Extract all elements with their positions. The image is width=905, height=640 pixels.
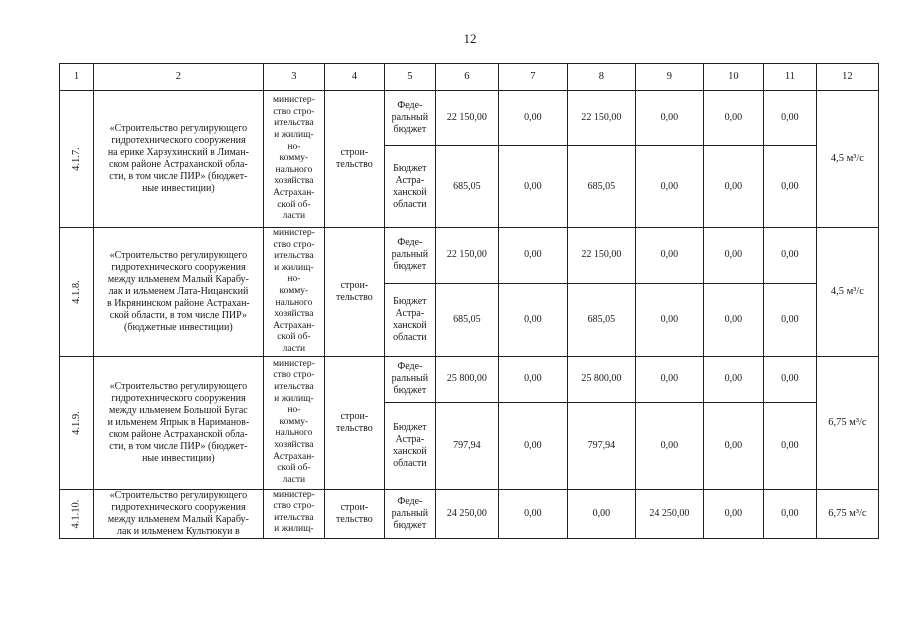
funding-source-line: ральный	[391, 507, 429, 519]
work-type	[324, 228, 384, 357]
project-name-line: лак и ильменем Лата-Ницанский	[108, 285, 249, 297]
row-number-text: 4.1.8.	[70, 279, 82, 304]
value-col7: 0,00	[498, 356, 567, 402]
responsible-org-line: и жилищ-	[274, 393, 314, 404]
value-col8: 685,05	[567, 146, 635, 228]
value-col7: 0,00	[498, 228, 567, 284]
project-name-line: «Строительство регулирующего	[109, 380, 248, 392]
funding-source-line: ральный	[391, 373, 429, 385]
value-col6: 25 800,00	[435, 356, 498, 402]
responsible-org-line: ительства	[274, 118, 314, 129]
responsible-org-line: нального	[275, 164, 313, 175]
value-col9: 0,00	[635, 146, 703, 228]
value-col10: 0,00	[703, 489, 763, 538]
funding-source-line: бюджет	[393, 385, 427, 397]
work-type	[324, 356, 384, 489]
value-col8: 25 800,00	[567, 356, 635, 402]
col-header: 6	[435, 64, 498, 91]
funding-source-line: ральный	[391, 249, 429, 261]
funding-source-line: области	[393, 457, 427, 469]
row-number-text: 4.1.7.	[70, 147, 82, 171]
responsible-org-line: ство стро-	[273, 501, 315, 512]
col-header: 12	[816, 64, 878, 91]
project-name	[93, 356, 263, 489]
table-body	[60, 64, 879, 539]
funding-source-line: Астра-	[395, 307, 425, 319]
funding-source	[384, 356, 435, 402]
responsible-org-line: ительства	[274, 512, 314, 523]
col-header: 8	[567, 64, 635, 91]
responsible-org-line: ласти	[282, 211, 306, 222]
funding-source-line: ральный	[391, 112, 429, 123]
project-name-line: гидротехнического сооружения	[111, 392, 246, 404]
project-name-line: и ильменем Япрык в Нариманов-	[107, 416, 250, 428]
value-col11: 0,00	[763, 91, 816, 146]
table-row	[60, 356, 879, 402]
col-header: 11	[763, 64, 816, 91]
funding-source-line: Бюджет	[393, 421, 427, 433]
work-type	[324, 91, 384, 228]
value-col7: 0,00	[498, 402, 567, 489]
col-header: 4	[324, 64, 384, 91]
funding-source	[384, 228, 435, 284]
value-col10: 0,00	[703, 146, 763, 228]
col-header: 9	[635, 64, 703, 91]
funding-source-line: области	[393, 198, 427, 210]
page-number: 12	[463, 31, 477, 46]
capacity: 6,75 м³/с	[816, 489, 878, 538]
col-header: 5	[384, 64, 435, 91]
responsible-org-line: хозяйства	[274, 439, 314, 450]
responsible-org-line: ской об-	[277, 199, 311, 210]
row-number	[60, 91, 94, 228]
value-col10: 0,00	[703, 228, 763, 284]
value-col11: 0,00	[763, 402, 816, 489]
responsible-org-line: ской об-	[277, 463, 311, 474]
value-col10: 0,00	[703, 402, 763, 489]
project-name-line: ской области, в том числе ПИР»	[109, 309, 247, 321]
project-name-line: «Строительство регулирующего	[109, 489, 248, 501]
funding-source-line: ханской	[392, 445, 427, 457]
value-col7: 0,00	[498, 283, 567, 356]
responsible-org-line: комму-	[279, 416, 309, 427]
project-name-line: гидротехнического сооружения	[111, 501, 246, 513]
project-name-line: (бюджетные инвестиции)	[124, 321, 233, 333]
responsible-org-line: и жилищ-	[274, 262, 314, 273]
work-type	[324, 489, 384, 538]
responsible-org	[263, 489, 324, 538]
project-name-line: ском районе Астраханской обла-	[109, 159, 248, 170]
col-header: 2	[93, 64, 263, 91]
responsible-org-line: но-	[287, 274, 301, 285]
funding-source	[384, 283, 435, 356]
funding-source-line: Бюджет	[393, 162, 427, 174]
row-number	[60, 228, 94, 357]
value-col10: 0,00	[703, 356, 763, 402]
program-table	[59, 63, 879, 539]
funding-source-line: Феде-	[397, 100, 423, 111]
value-col6: 22 150,00	[435, 228, 498, 284]
project-name-line: на ерике Харзухинский в Лиман-	[107, 147, 249, 158]
value-col8: 0,00	[567, 489, 635, 538]
responsible-org-line: комму-	[279, 153, 309, 164]
funding-source-line: ханской	[392, 319, 427, 331]
col-header: 1	[60, 64, 94, 91]
row-number	[60, 489, 94, 538]
project-name-line: лак и ильменем Культюкуи в	[117, 525, 240, 537]
funding-source-line: Феде-	[397, 361, 423, 373]
responsible-org-line: нального	[275, 428, 313, 439]
funding-source-line: Бюджет	[393, 295, 427, 307]
responsible-org-line: министер-	[272, 489, 315, 500]
work-type-line: строи-	[340, 410, 369, 422]
value-col8: 22 150,00	[567, 228, 635, 284]
project-name-line: ные инвестиции)	[142, 183, 215, 194]
value-col8: 685,05	[567, 283, 635, 356]
project-name-line: сти, в том числе ПИР» (бюджет-	[109, 440, 248, 452]
value-col9: 0,00	[635, 283, 703, 356]
responsible-org-line: Астрахан-	[273, 320, 315, 331]
value-col9: 0,00	[635, 91, 703, 146]
responsible-org-line: министер-	[272, 95, 315, 106]
responsible-org-line: министер-	[272, 358, 315, 369]
work-type-line: строи-	[340, 147, 369, 158]
project-name-line: «Строительство регулирующего	[109, 249, 248, 261]
value-col8: 22 150,00	[567, 91, 635, 146]
responsible-org-line: комму-	[279, 285, 309, 296]
responsible-org-line: министер-	[272, 228, 315, 238]
value-col7: 0,00	[498, 489, 567, 538]
funding-source	[384, 402, 435, 489]
project-name-line: между ильменем Большой Бугас	[109, 404, 248, 416]
responsible-org-line: и жилищ-	[274, 524, 314, 535]
value-col11: 0,00	[763, 146, 816, 228]
value-col11: 0,00	[763, 489, 816, 538]
work-type-line: строи-	[340, 501, 369, 513]
project-name-line: в Икрянинском районе Астрахан-	[106, 297, 250, 309]
responsible-org-line: ство стро-	[273, 106, 315, 117]
project-name-line: ные инвестиции)	[142, 452, 215, 464]
value-col9: 24 250,00	[635, 489, 703, 538]
responsible-org-line: Астрахан-	[273, 451, 315, 462]
table-row	[60, 91, 879, 146]
project-name	[93, 489, 263, 538]
funding-source-line: Астра-	[395, 174, 425, 186]
responsible-org-line: хозяйства	[274, 176, 314, 187]
capacity: 4,5 м³/с	[816, 228, 878, 357]
responsible-org-line: ство стро-	[273, 239, 315, 250]
value-col9: 0,00	[635, 228, 703, 284]
responsible-org-line: нального	[275, 297, 313, 308]
funding-source-line: Астра-	[395, 433, 425, 445]
value-col6: 685,05	[435, 283, 498, 356]
capacity: 6,75 м³/с	[816, 356, 878, 489]
funding-source-line: Феде-	[397, 237, 423, 249]
col-header: 7	[498, 64, 567, 91]
work-type-line: тельство	[335, 422, 373, 434]
row-number-text: 4.1.9.	[70, 410, 82, 435]
work-type-line: тельство	[335, 159, 373, 170]
funding-source-line: бюджет	[393, 261, 427, 273]
value-col7: 0,00	[498, 91, 567, 146]
value-col10: 0,00	[703, 91, 763, 146]
value-col9: 0,00	[635, 402, 703, 489]
responsible-org-line: ской об-	[277, 332, 311, 343]
responsible-org-line: ласти	[282, 474, 306, 485]
project-name-line: между ильменем Малый Карабу-	[107, 513, 249, 525]
responsible-org-line: ительства	[274, 251, 314, 262]
row-number-text: 4.1.10.	[70, 499, 82, 528]
responsible-org	[263, 228, 324, 357]
project-name-line: между ильменем Малый Карабу-	[107, 273, 249, 285]
responsible-org-line: и жилищ-	[274, 130, 314, 141]
responsible-org-line: хозяйства	[274, 309, 314, 320]
funding-source-line: бюджет	[393, 519, 427, 531]
work-type-line: тельство	[335, 291, 373, 303]
project-name	[93, 228, 263, 357]
responsible-org	[263, 356, 324, 489]
funding-source-line: Феде-	[397, 495, 423, 507]
funding-source-line: ханской	[392, 186, 427, 198]
responsible-org	[263, 91, 324, 228]
project-name-line: гидротехнического сооружения	[111, 135, 246, 146]
col-header: 10	[703, 64, 763, 91]
project-name-line: сти, в том числе ПИР» (бюджет-	[109, 171, 248, 182]
responsible-org-line: ство стро-	[273, 370, 315, 381]
value-col6: 22 150,00	[435, 91, 498, 146]
capacity: 4,5 м³/с	[816, 91, 878, 228]
value-col7: 0,00	[498, 146, 567, 228]
value-col11: 0,00	[763, 356, 816, 402]
funding-source	[384, 91, 435, 146]
project-name-line: ском районе Астраханской обла-	[109, 428, 248, 440]
project-name	[93, 91, 263, 228]
responsible-org-line: ласти	[282, 343, 306, 354]
funding-source	[384, 489, 435, 538]
value-col6: 24 250,00	[435, 489, 498, 538]
project-name-line: «Строительство регулирующего	[109, 123, 248, 134]
funding-source-line: области	[393, 331, 427, 343]
work-type-line: строи-	[340, 279, 369, 291]
responsible-org-line: но-	[287, 141, 301, 152]
value-col9: 0,00	[635, 356, 703, 402]
value-col8: 797,94	[567, 402, 635, 489]
header-row	[60, 64, 879, 91]
table-row	[60, 228, 879, 284]
funding-source	[384, 146, 435, 228]
table-row	[60, 489, 879, 538]
value-col11: 0,00	[763, 228, 816, 284]
responsible-org-line: Астрахан-	[273, 187, 315, 198]
project-name-line: гидротехнического сооружения	[111, 261, 246, 273]
value-col10: 0,00	[703, 283, 763, 356]
value-col6: 797,94	[435, 402, 498, 489]
work-type-line: тельство	[335, 513, 373, 525]
funding-source-line: бюджет	[393, 124, 427, 135]
responsible-org-line: ительства	[274, 381, 314, 392]
col-header: 3	[263, 64, 324, 91]
value-col11: 0,00	[763, 283, 816, 356]
value-col6: 685,05	[435, 146, 498, 228]
responsible-org-line: но-	[287, 405, 301, 416]
row-number	[60, 356, 94, 489]
